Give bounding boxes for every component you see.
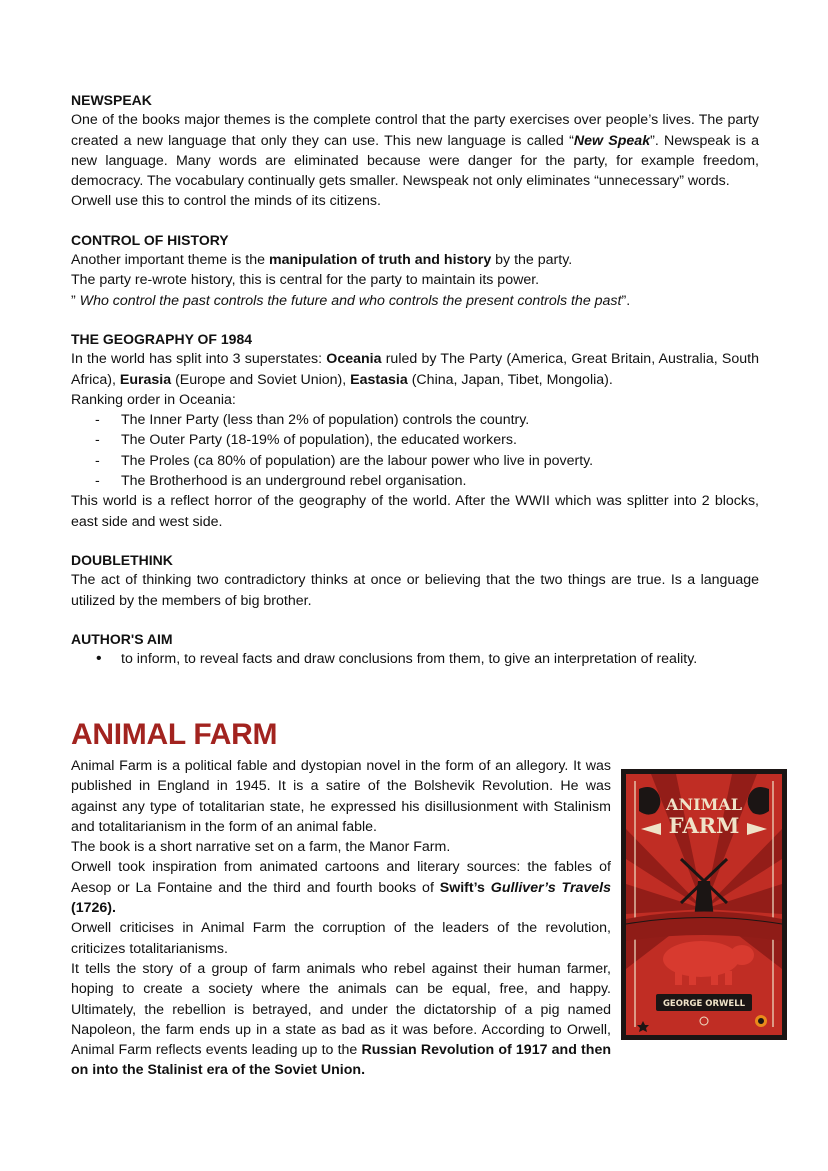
af-paragraph-2: The book is a short narrative set on a farm, the Manor Farm. [71, 839, 451, 856]
list-item: - The Inner Party (less than 2% of population) controls the country. [71, 410, 759, 430]
text-run: Orwell took inspiration from animated cartoons and literary sources: the fables of Aesop or La Fontaine and the third and fourth books of [71, 859, 611, 896]
heading-doublethink: DOUBLETHINK [71, 551, 173, 568]
list-item: - The Outer Party (18-19% of population), the educated workers. [71, 430, 759, 450]
af-paragraph-3 [71, 857, 611, 918]
heading-control-of-history: CONTROL OF HISTORY [71, 231, 229, 248]
bold-year: (1726). [71, 900, 116, 917]
book-cover-image [621, 769, 787, 1040]
list-item: - The Brotherhood is an underground rebel organisation. [71, 471, 759, 491]
heading-authors-aim: AUTHOR'S AIM [71, 630, 173, 647]
af-paragraph-5 [71, 959, 611, 1081]
doublethink-paragraph: The act of thinking two contradictory thinks at once or believing that the two things are true. Is a language utilized by the members of big brother. [71, 572, 759, 609]
document-body [71, 90, 759, 669]
section-newspeak [71, 90, 759, 212]
bold-oceania: Oceania [326, 351, 382, 368]
text-run: by the party. [491, 252, 573, 269]
ranking-label: Ranking order in Oceania: [71, 391, 236, 408]
newspeak-paragraph [71, 110, 759, 191]
cover-author: GEORGE ORWELL [662, 999, 746, 1009]
heading-newspeak: NEWSPEAK [71, 92, 152, 108]
animal-farm-title: ANIMAL FARM [71, 718, 278, 751]
af-paragraph-1: Animal Farm is a political fable and dystopian novel in the form of an allegory. It was published in England in 1945. It is a satire of the Bolshevik Revolution. He was against any type of totalitarian state, he expressed his disillusionment with Stalinism and totalitarianism in the form of an animal fable. [71, 758, 611, 835]
text-run: Another important theme is the [71, 252, 269, 269]
section-geography [71, 329, 759, 532]
list-item: • to inform, to reveal facts and draw conclusions from them, to give an interpretation of reality. [71, 649, 759, 669]
section-doublethink [71, 550, 759, 611]
quote-italic: Who control the past controls the future and who controls the present controls the past [79, 292, 622, 309]
section-animal-farm [71, 716, 611, 1081]
bold-eurasia: Eurasia [119, 371, 172, 388]
history-quote [71, 291, 759, 311]
cover-title-line1: ANIMAL [666, 795, 742, 814]
aim-list [71, 649, 759, 669]
text-run: ”. [621, 292, 631, 309]
bold-eastasia: Eastasia [350, 371, 408, 388]
history-line-2: The party re-wrote history, this is central for the party to maintain its power. [71, 272, 540, 289]
af-paragraph-4: Orwell criticises in Animal Farm the corruption of the leaders of the revolution, criticizes totalitarianisms. [71, 920, 611, 957]
list-item: - The Proles (ca 80% of population) are the labour power who live in poverty. [71, 451, 759, 471]
bold-swift: Swift’s [439, 879, 491, 896]
text-run: In the world has split into 3 superstates: [71, 351, 327, 368]
cover-title-line2: FARM [668, 813, 740, 838]
text-run: (Europe and Soviet Union), [171, 371, 351, 388]
italic-gullivers-travels: Gulliver’s Travels [490, 879, 611, 896]
bold-manipulation: manipulation of truth and history [268, 252, 492, 269]
text-run: ”. Newspeak is a new language. Many words are eliminated because were danger for the party, for example freedom, democracy. The vocabulary continually gets smaller. Newspeak not only eliminates “unnecessary” words. [71, 132, 759, 190]
bold-russian-revolution: Russian Revolution of 1917 and then on into the Stalinist era of the Soviet Union. [71, 1042, 611, 1079]
geography-paragraph-2: This world is a reflect horror of the geography of the world. After the WWII which was splitter into 2 blocks, east side and west side. [71, 493, 759, 530]
history-line-1 [71, 250, 759, 270]
section-history [71, 230, 759, 311]
text-run: It tells the story of a group of farm animals who rebel against their human farmer, hoping to create a society where the animals can be equal, free, and happy. Ultimately, the rebellion is betrayed, and under the dictatorship of a pig named Napoleon, the farm ends up in a state as bad as it was before. According to Orwell, Animal Farm reflects events leading up to the [71, 960, 611, 1059]
text-run: ” [71, 292, 80, 309]
section-authors-aim [71, 629, 759, 670]
text-run: One of the books major themes is the complete control that the party exercises over people’s lives. The party created a new language that only they can use. This new language is called “ [71, 112, 759, 149]
text-run: ruled by The Party (America, Great Britain, Australia, South Africa), [71, 351, 759, 388]
geography-paragraph [71, 349, 759, 390]
emphasis-new-speak: New Speak [573, 132, 651, 149]
heading-geography: THE GEOGRAPHY OF 1984 [71, 330, 253, 347]
book-cover-illustration [621, 769, 787, 1040]
newspeak-paragraph-2: Orwell use this to control the minds of its citizens. [71, 193, 381, 210]
text-run: (China, Japan, Tibet, Mongolia). [407, 371, 613, 388]
ranking-list [71, 410, 759, 491]
